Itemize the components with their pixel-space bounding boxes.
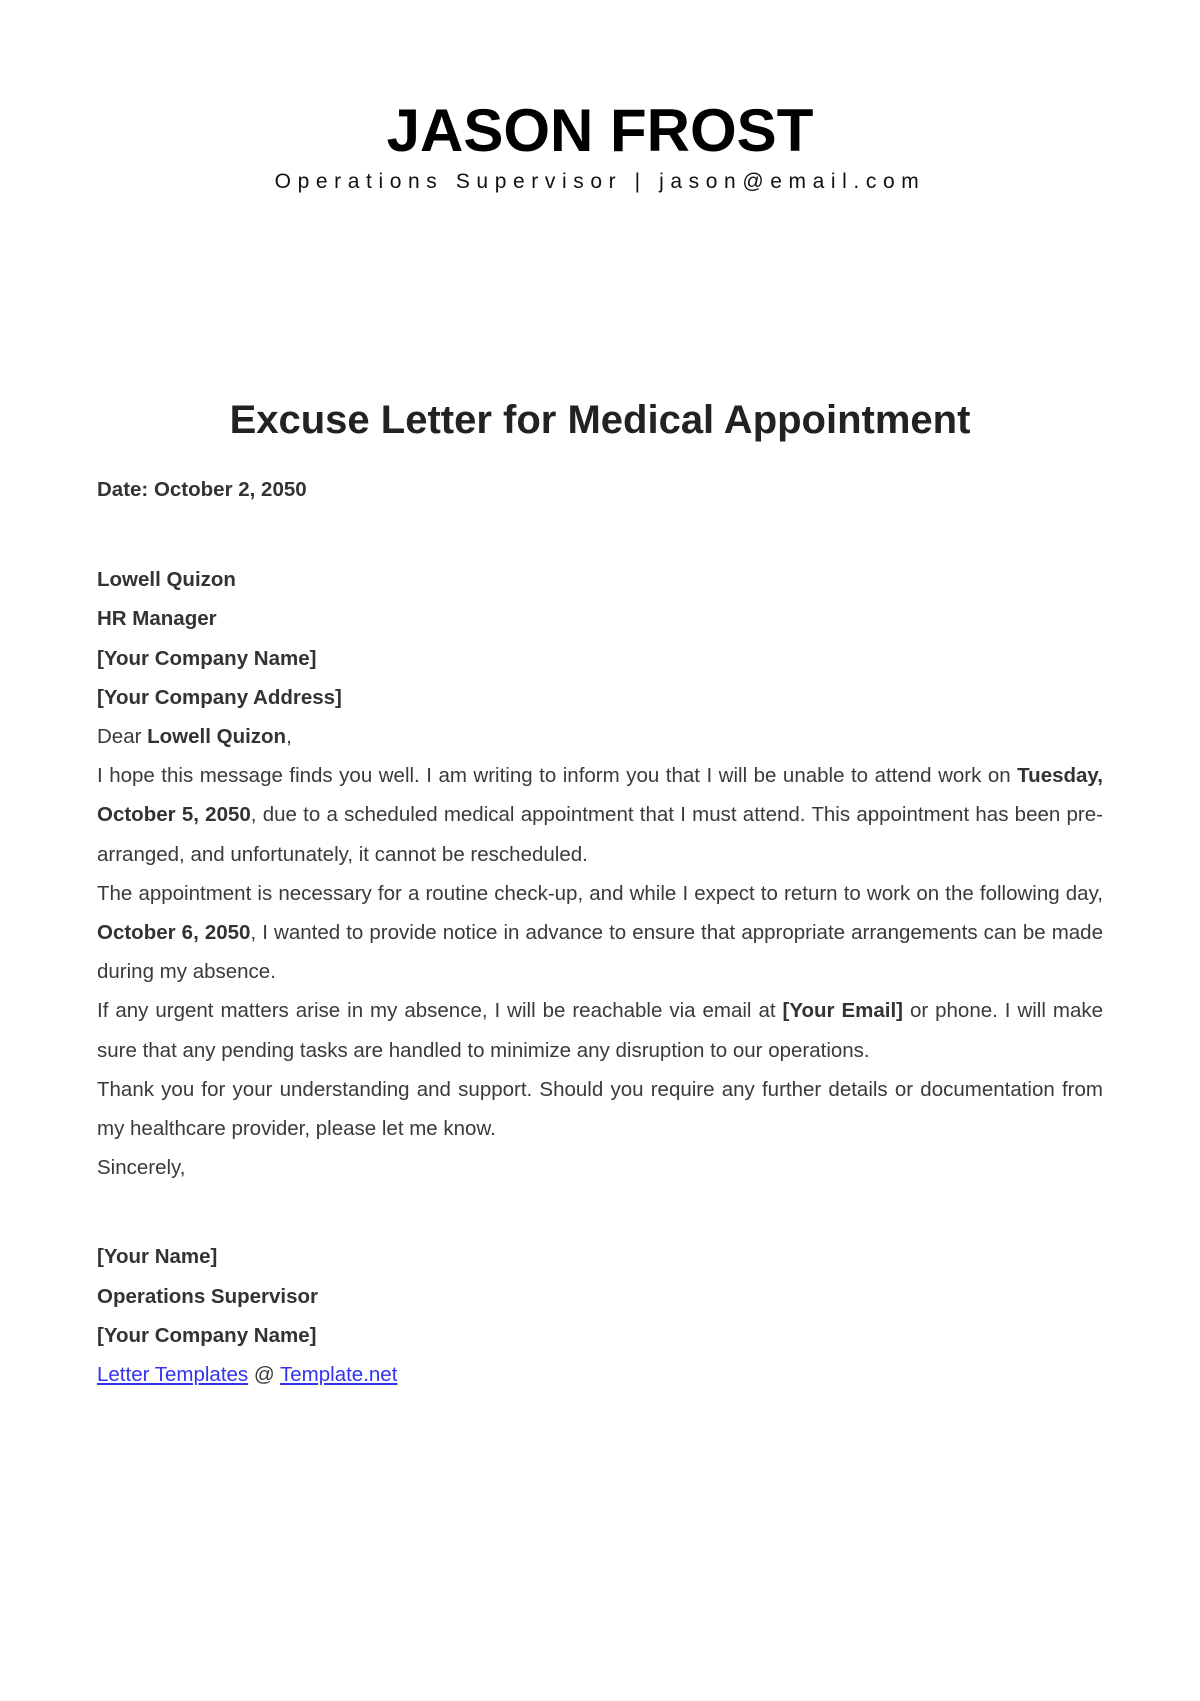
paragraph-3 xyxy=(97,991,1103,1069)
bold-date: October 6, 2050 xyxy=(97,921,251,945)
text: , due to a scheduled medical appointment that I must attend. This appointment has been pre-arranged, and unfortunately, it cannot be rescheduled. xyxy=(97,803,1103,866)
recipient-company: [Your Company Name] xyxy=(97,646,317,670)
letter-date: Date: October 2, 2050 xyxy=(97,478,307,501)
text: or phone. I will make sure that any pending tasks are handled to minimize any disruption to our operations. xyxy=(97,999,1103,1062)
paragraph-1 xyxy=(97,756,1103,874)
sender-name: JASON FROST xyxy=(386,97,814,164)
salutation-name: Lowell Quizon xyxy=(147,725,287,749)
paragraph-2 xyxy=(97,874,1103,992)
footer xyxy=(97,1355,1103,1394)
recipient-name: Lowell Quizon xyxy=(97,568,236,592)
letter-title: Excuse Letter for Medical Appointment xyxy=(229,398,971,442)
recipient-position: HR Manager xyxy=(97,607,217,631)
text: The appointment is necessary for a routine check-up, and while I expect to return to work on the following day, xyxy=(97,881,1103,905)
template-net-link[interactable]: Template.net xyxy=(280,1363,398,1387)
signature-position: Operations Supervisor xyxy=(97,1284,319,1308)
spacer xyxy=(97,509,1103,560)
signature-company: [Your Company Name] xyxy=(97,1323,317,1347)
sender-subtitle: Operations Supervisor | jason@email.com xyxy=(274,170,926,193)
text: If any urgent matters arise in my absence, I will be reachable via email at xyxy=(97,999,783,1023)
closing: Sincerely, xyxy=(97,1156,186,1180)
letter-body xyxy=(97,470,1103,1394)
bold-email: [Your Email] xyxy=(782,999,903,1023)
text: , I wanted to provide notice in advance to ensure that appropriate arrangements can be made during my absence. xyxy=(97,921,1103,984)
signature-name: [Your Name] xyxy=(97,1245,218,1269)
text: I hope this message finds you well. I am writing to inform you that I will be unable to attend work on xyxy=(97,764,1018,788)
bold-date: Tuesday, October 5, 2050 xyxy=(97,764,1103,827)
paragraph-4: Thank you for your understanding and support. Should you require any further details or documentation from my healthcare provider, please let me know. xyxy=(97,1077,1103,1141)
spacer xyxy=(97,1187,1103,1237)
recipient-address: [Your Company Address] xyxy=(97,685,342,709)
footer-separator: @ xyxy=(248,1363,281,1387)
salutation-prefix: Dear xyxy=(97,725,148,749)
salutation-suffix: , xyxy=(286,725,292,749)
salutation xyxy=(97,717,1103,756)
letter-templates-link[interactable]: Letter Templates xyxy=(97,1363,249,1387)
